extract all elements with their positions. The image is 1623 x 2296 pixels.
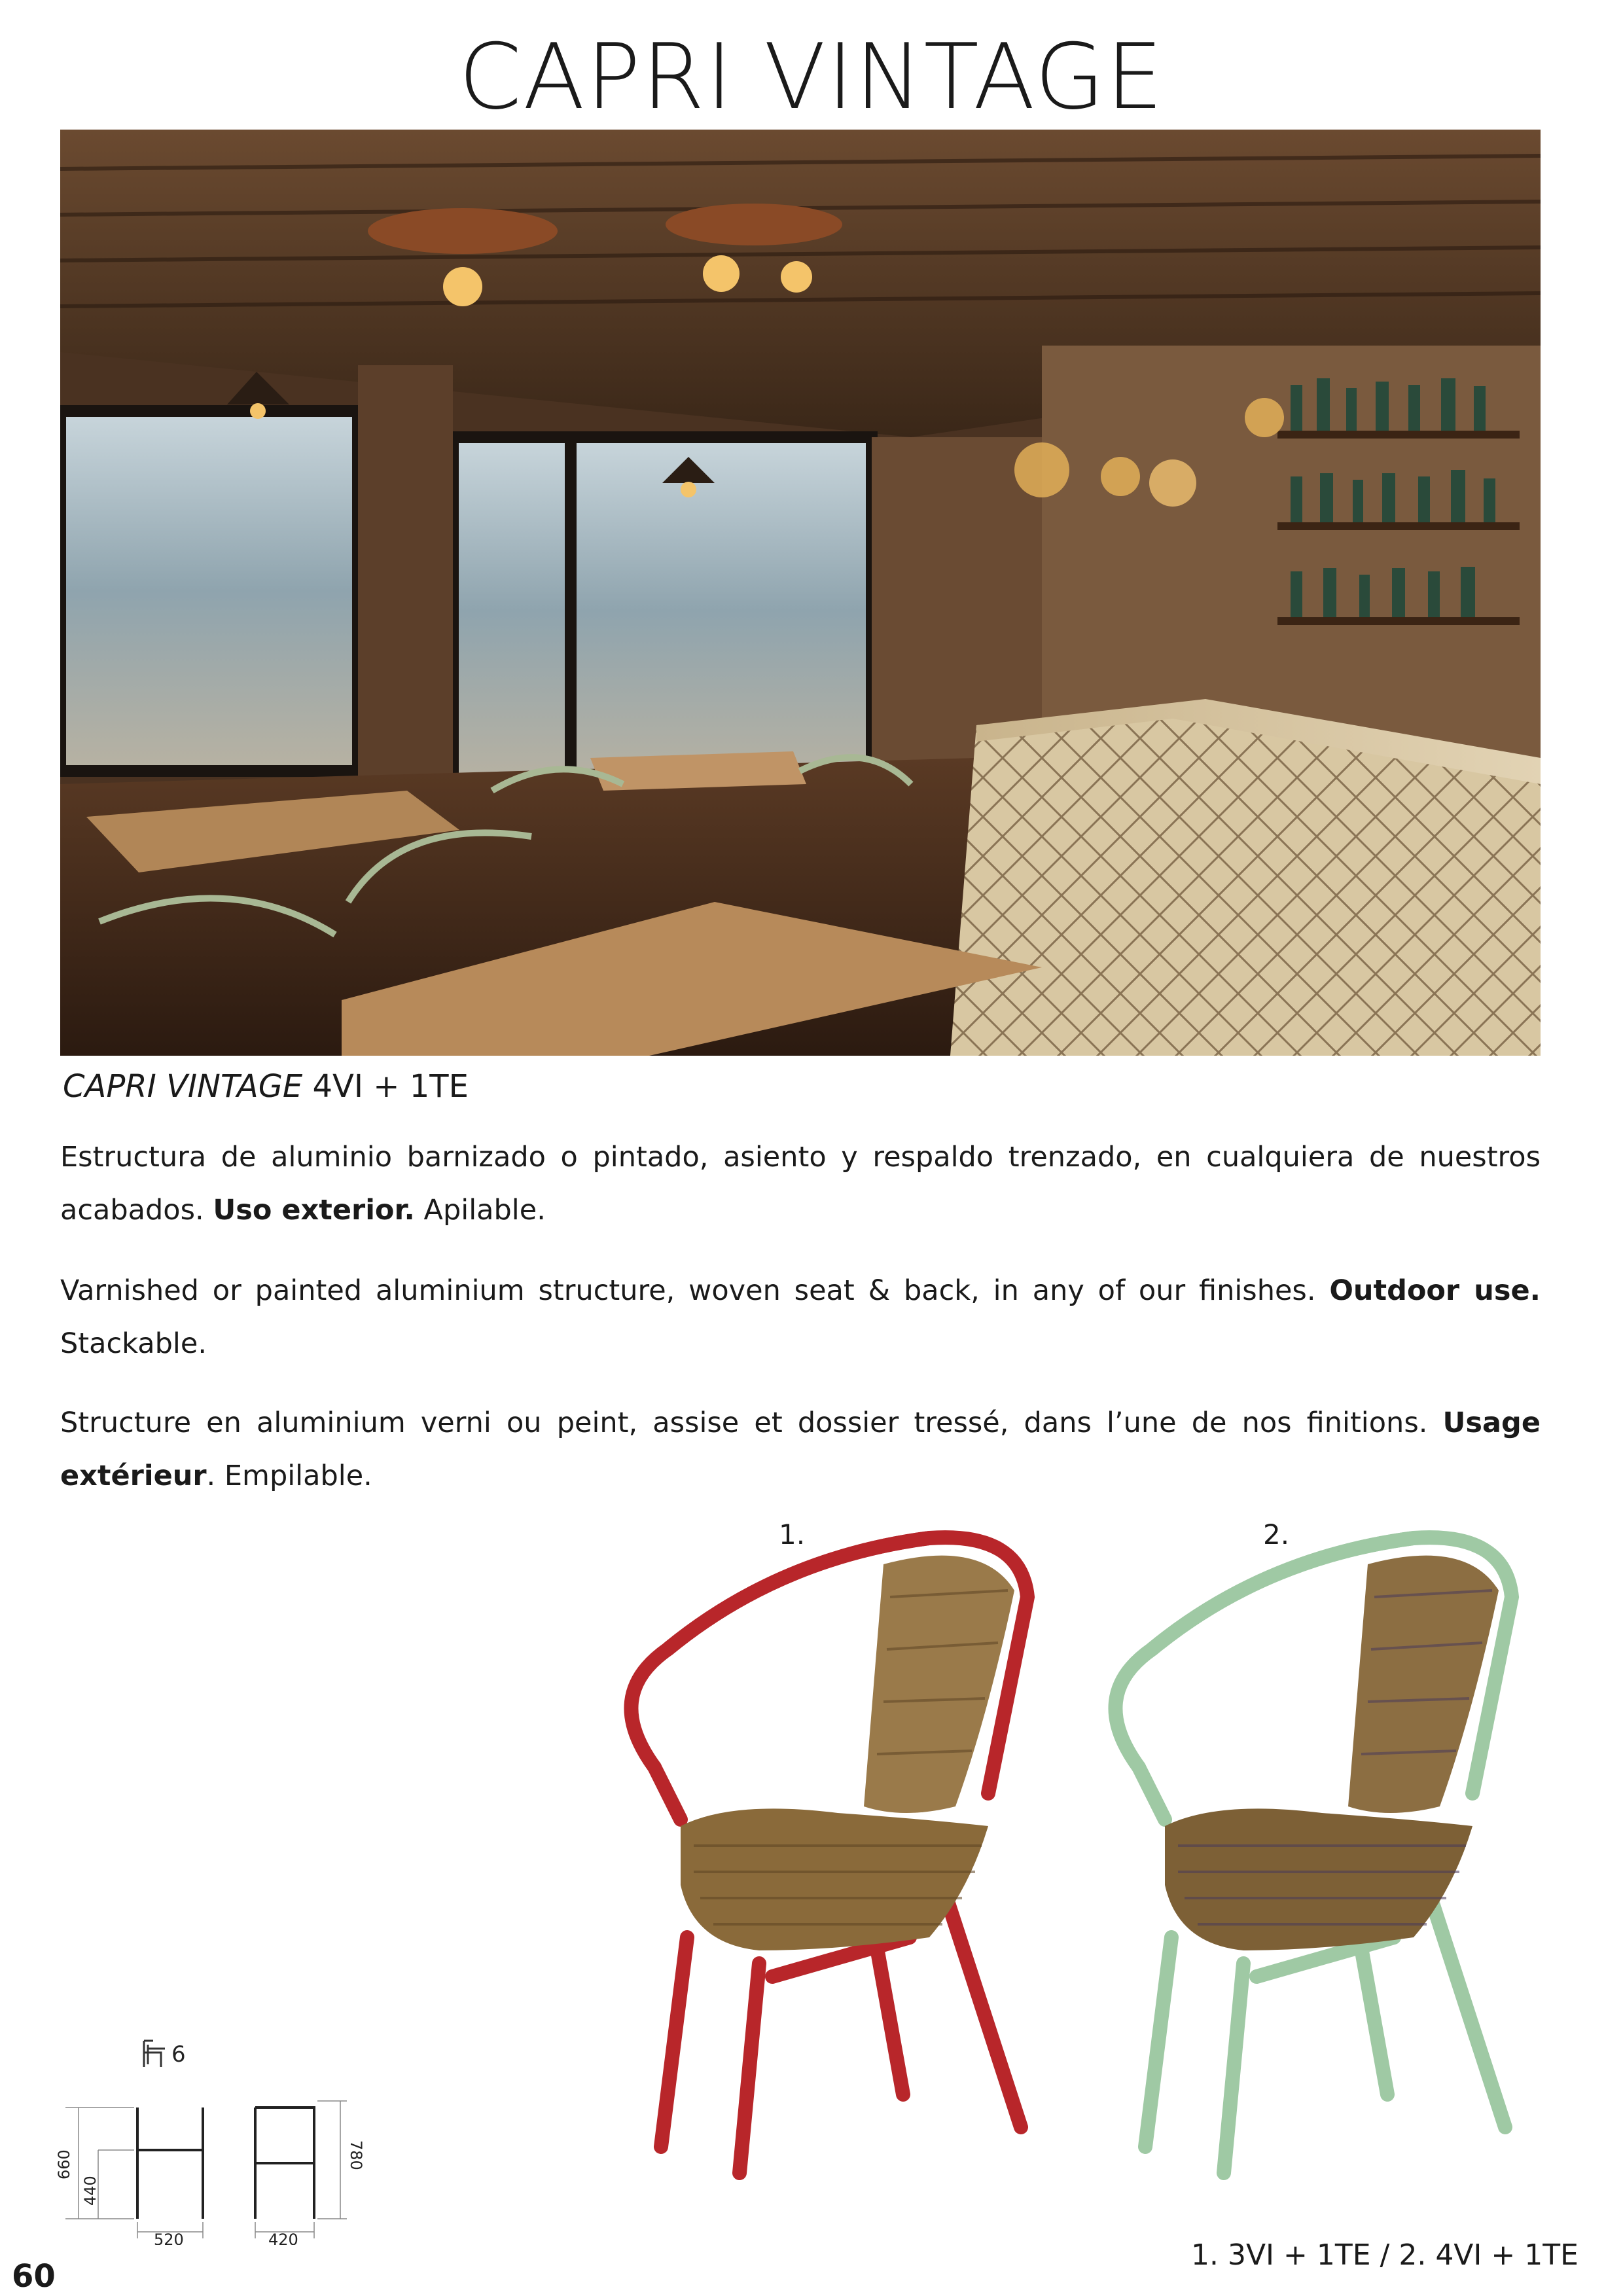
description-es — [60, 1131, 1541, 1237]
chair-1-image — [563, 1518, 1060, 2189]
caption-name: CAPRI VINTAGE — [63, 1068, 303, 1105]
description-es-tail: Apilable. — [414, 1194, 546, 1227]
stack-count: 6 — [171, 2041, 186, 2068]
description-fr-bold: Usage extérieur — [60, 1407, 1541, 1492]
dim-total-height: 660 — [55, 2149, 73, 2179]
dim-seat-height: 440 — [81, 2176, 99, 2206]
description-fr-tail: . Empilable. — [206, 1460, 372, 1492]
dim-width: 520 — [154, 2231, 184, 2245]
description-fr — [60, 1397, 1541, 1503]
product-caption — [63, 1068, 469, 1105]
page-number: 60 — [12, 2258, 56, 2295]
chair-2-number: 2. — [1263, 1518, 1290, 1551]
description-fr-text: Structure en aluminium verni ou peint, assise et dossier tressé, dans l’une de nos finitions. — [60, 1407, 1443, 1439]
chair-2-image — [1047, 1518, 1544, 2189]
caption-code: 4VI + 1TE — [312, 1068, 469, 1105]
page-title: CAPRI VINTAGE — [458, 24, 1165, 130]
dim-side-height: 780 — [347, 2140, 365, 2170]
dimension-drawings — [26, 2022, 393, 2245]
restaurant-interior-photo — [60, 130, 1541, 1056]
description-en — [60, 1265, 1541, 1371]
description-en-text: Varnished or painted aluminium structure, woven seat & back, in any of our finishes. — [60, 1274, 1330, 1307]
models-legend: 1. 3VI + 1TE / 2. 4VI + 1TE — [1191, 2238, 1578, 2272]
description-en-tail: Stackable. — [60, 1327, 207, 1360]
chair-1-number: 1. — [779, 1518, 806, 1551]
description-es-text: Estructura de aluminio barnizado o pintado, asiento y respaldo trenzado, en cualquiera de nuestros acabados. — [60, 1141, 1541, 1227]
dim-depth: 420 — [268, 2231, 298, 2245]
description-en-bold: Outdoor use. — [1329, 1274, 1541, 1307]
description-es-bold: Uso exterior. — [213, 1194, 415, 1227]
